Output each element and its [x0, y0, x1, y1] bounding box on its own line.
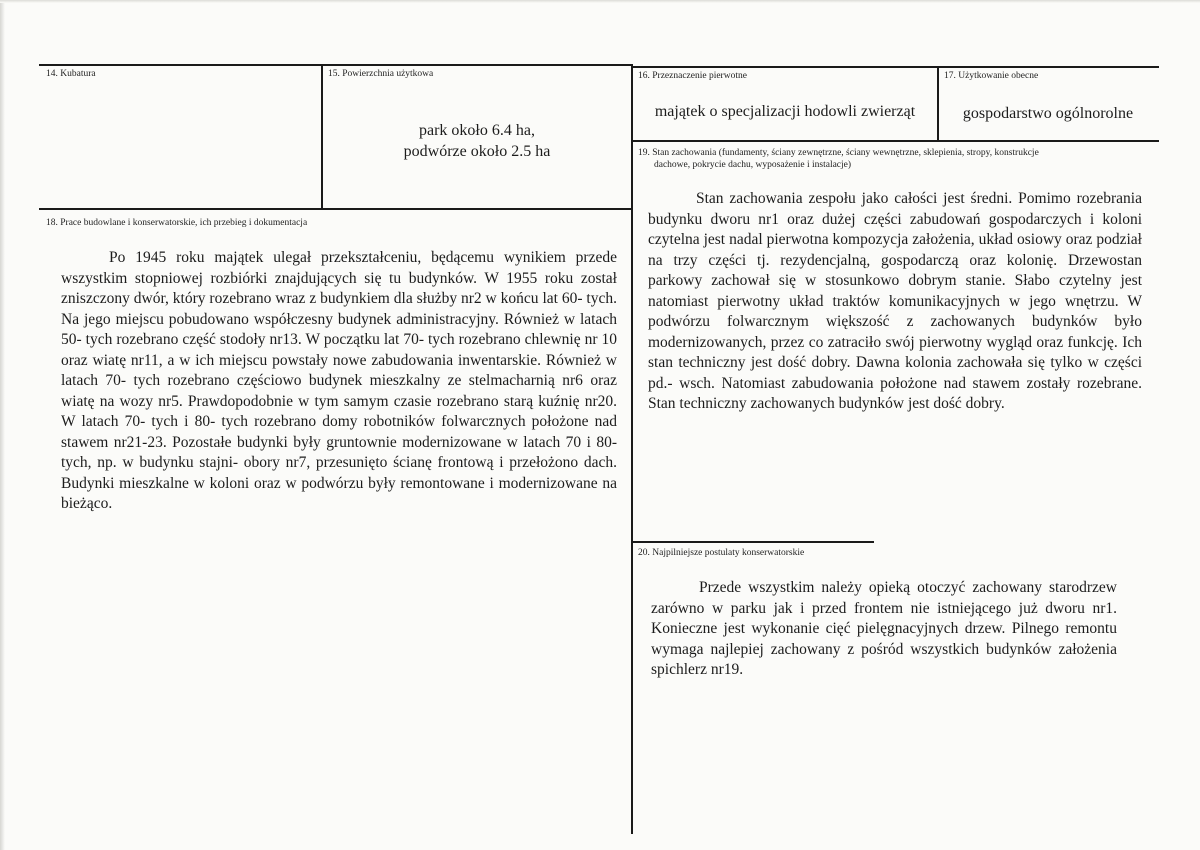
- f18-text: Po 1945 roku majątek ulegał przekształceniu, będącemu wynikiem przede wszystkim stopniowej rozbiórki znajdujących się tu budynków. W 1955 roku został zniszczony dwór, który rozebrano wraz z budynkiem dla służby nr2 w końcu lat 60- tych. Na jego miejscu pobudowano współczesny budynek administracyjny. Również w latach 50- tych rozebrano część stodoły nr13. W początku lat 70- tych rozebrano chlewnię nr 10 oraz wiatę nr11, a w ich miejscu powstały nowe zabudowania inwentarskie. Również w latach 70- tych rozebrano częściowo budynek mieszkalny ze stelmacharnią nr6 oraz wiatę na wozy nr5. Prawdopodobnie w tym samym czasie rozebrano starą kuźnię nr20. W latach 70- tych i 80- tych rozebrano domy robotników folwarcznych położone nad stawem nr21-23. Pozostałe budynki były gruntownie modernizowane w latach 70 i 80- tych, np. w budynku stajni- obory nr7, przesunięto ścianę frontową i przełożono dach. Budynki mieszkalne w koloni oraz w podwórzu były remontowane i modernizowane na bieżąco.: [61, 249, 617, 512]
- scan-edge-top: [0, 0, 1200, 3]
- f17-label: 17. Użytkowanie obecne: [944, 71, 1039, 81]
- scan-edge-left: [0, 0, 5, 850]
- f15-value: [323, 120, 631, 162]
- f14-label: 14. Kubatura: [46, 69, 96, 79]
- f19-label: [638, 147, 1158, 171]
- f19-f20-border: [631, 541, 874, 543]
- f19-label-line-2: dachowe, pokrycie dachu, wyposażenie i instalacje): [654, 160, 852, 170]
- right-top-border: [631, 66, 1159, 68]
- f15-value-line-1: park około 6.4 ha,: [419, 122, 535, 139]
- f20-text: Przede wszystkim należy opieką otoczyć zachowany starodrzew zarówno w parku jak i przed frontem nie istniejącego już dworu nr1. Konieczne jest wykonanie cięć pielęgnacyjnych drzew. Pilnego remontu wymaga najlepiej zachowany z pośród wszystkich budynków założenia spichlerz nr19.: [651, 579, 1117, 678]
- f15-value-line-2: podwórze około 2.5 ha: [403, 143, 551, 160]
- f16-value: majątek o specjalizacji hodowli zwierząt: [654, 103, 916, 120]
- f16-label: 16. Przeznaczenie pierwotne: [638, 71, 747, 81]
- left-top-border: [39, 64, 631, 66]
- f15-label: 15. Powierzchnia użytkowa: [328, 69, 434, 79]
- center-divider: [631, 64, 633, 834]
- f20-label: 20. Najpilniejsze postulaty konserwatorskie: [638, 548, 805, 558]
- left-mid-border: [39, 208, 631, 210]
- f18-label: 18. Prace budowlane i konserwatorskie, ich przebieg i dokumentacja: [46, 218, 308, 228]
- f19-label-line-1: 19. Stan zachowania (fundamenty, ściany zewnętrzne, ściany wewnętrzne, sklepienia, stropy, konstrukcje: [638, 148, 1039, 158]
- f17-value: gospodarstwo ogólnorolne: [962, 105, 1134, 122]
- f16-f17-bottom-border: [631, 140, 1159, 142]
- f19-text: Stan zachowania zespołu jako całości jest średni. Pomimo rozebrania budynku dworu nr1 oraz dużej części zabudowań gospodarczych i koloni czytelna jest nadal pierwotna kompozycja założenia, układ osiowy oraz podział na trzy części tj. rezydencjalną, gospodarczą oraz kolonię. Drzewostan parkowy zachował się w stosunkowo dobrym stanie. Słabo czytelny jest natomiast pierwotny układ traktów komunikacyjnych w jego wnętrzu. W podwórzu folwarcznym większość z zachowanych budynków było modernizowanych, przez co zatraciło swój pierwotny wygląd oraz funkcję. Ich stan techniczny jest dość dobry. Dawna kolonia zachowała się tylko w części pd.- wsch. Natomiast zabudowania położone nad stawem zostały rozebrane. Stan techniczny zachowanych budynków jest dość dobry.: [648, 190, 1142, 412]
